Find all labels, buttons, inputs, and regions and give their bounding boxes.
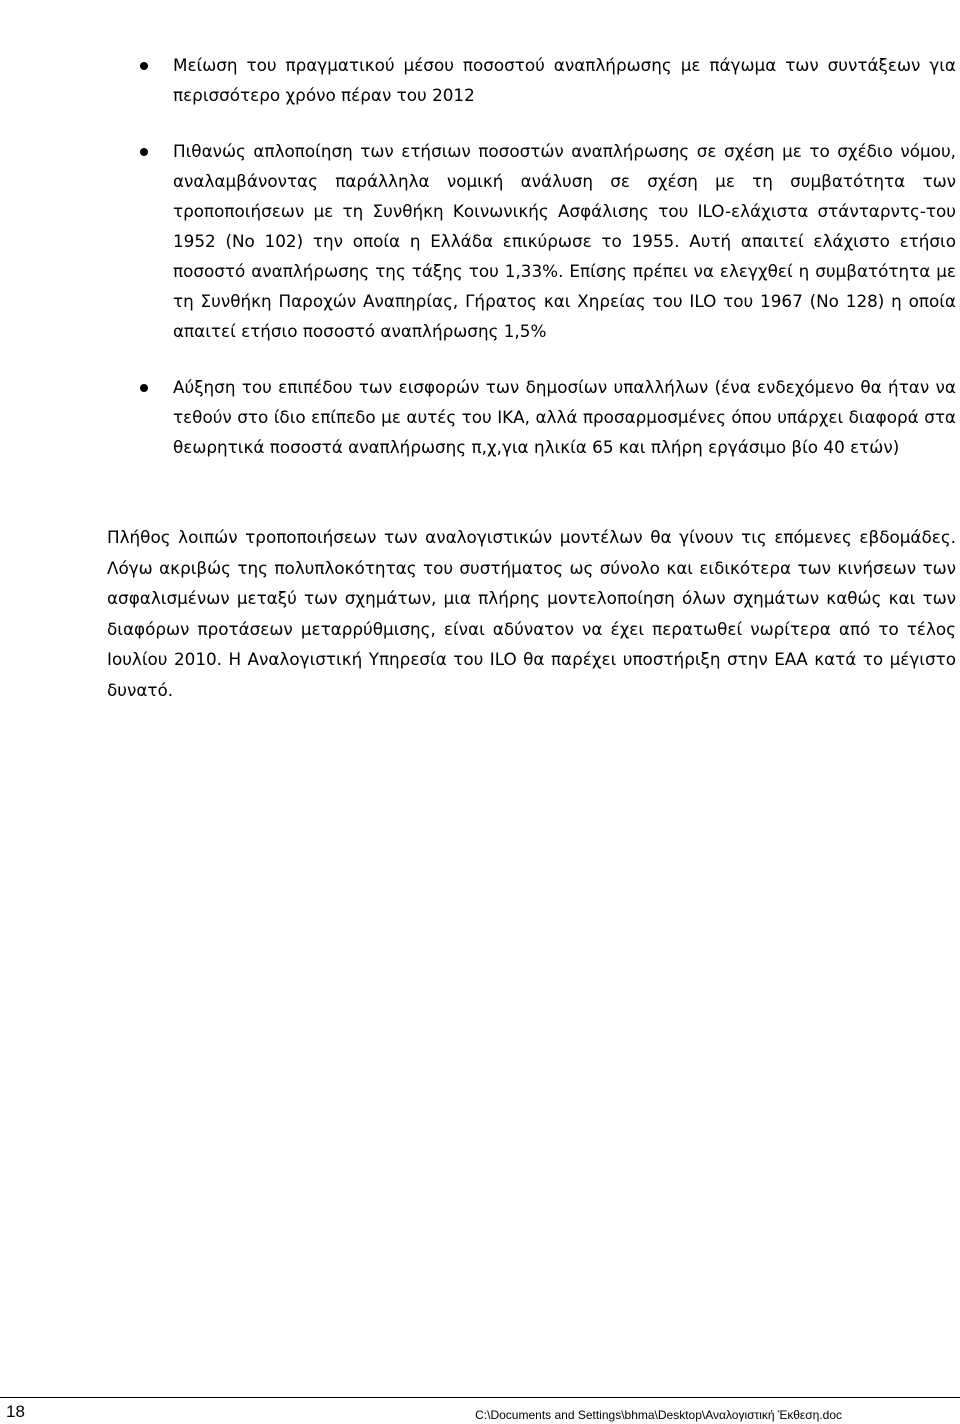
bullet-icon (140, 384, 148, 392)
bullet-icon (140, 62, 148, 70)
bullet-item-replacement-rates (140, 136, 956, 346)
bullet-text: Μείωση του πραγματικού μέσου ποσοστού αναπλήρωσης με πάγωμα των συντάξεων για περισσότερο χρόνο πέραν του 2012 (173, 55, 956, 105)
bullet-list (140, 50, 956, 488)
bullet-text: Πιθανώς απλοποίηση των ετήσιων ποσοστών αναπλήρωσης σε σχέση με το σχέδιο νόμου, αναλαμβάνοντας παράλληλα νομική ανάλυση σε σχέση με τη συμβατότητα των τροποποιήσεων με τη Συνθήκη Κοινωνικής Ασφάλισης του ILO-ελάχιστα στάνταρντς-του 1952 (No 102) την οποία η Ελλάδα επικύρωσε το 1955. Αυτή απαιτεί ελάχιστο ετήσιο ποσοστό αναπλήρωσης της τάξης του 1,33%. Επίσης πρέπει να ελεγχθεί η συμβατότητα με τη Συνθήκη Παροχών Αναπηρίας, Γήρατος και Χηρείας του ILO του 1967 (No 128) η οποία απαιτεί ετήσιο ποσοστό αναπλήρωσης 1,5% (173, 141, 956, 341)
footer-file-path: C:\Documents and Settings\bhma\Desktop\Αναλογιστική Έκθεση.doc (475, 1408, 842, 1422)
footer-divider (0, 1397, 960, 1398)
page-number: 18 (6, 1402, 25, 1421)
closing-paragraph: Πλήθος λοιπών τροποποιήσεων των αναλογιστικών μοντέλων θα γίνουν τις επόμενες εβδομάδες. Λόγω ακριβώς της πολυπλοκότητας του συστήματος ως σύνολο και ειδικότερα των κινήσεων των ασφαλισμένων μεταξύ των σχημάτων, μια πλήρης μοντελοποίηση όλων σχημάτων καθώς και των διαφόρων προτάσεων μεταρρύθμισης, είναι αδύνατον να έχει περατωθεί νωρίτερα από το τέλος Ιουλίου 2010. Η Αναλογιστική Υπηρεσία του ILO θα παρέχει υποστήριξη στην ΕΑΑ κατά το μέγιστο δυνατό. (107, 527, 956, 700)
bullet-item-pension-freeze (140, 50, 956, 110)
bullet-text: Αύξηση του επιπέδου των εισφορών των δημοσίων υπαλλήλων (ένα ενδεχόμενο θα ήταν να τεθούν στο ίδιο επίπεδο με αυτές του ΙΚΑ, αλλά προσαρμοσμένες όπου υπάρχει διαφορά στα θεωρητικά ποσοστά αναπλήρωσης π,χ,για ηλικία 65 και πλήρη εργάσιμο βίο 40 ετών) (173, 377, 956, 457)
bullet-icon (140, 148, 148, 156)
bullet-item-contributions (140, 372, 956, 462)
